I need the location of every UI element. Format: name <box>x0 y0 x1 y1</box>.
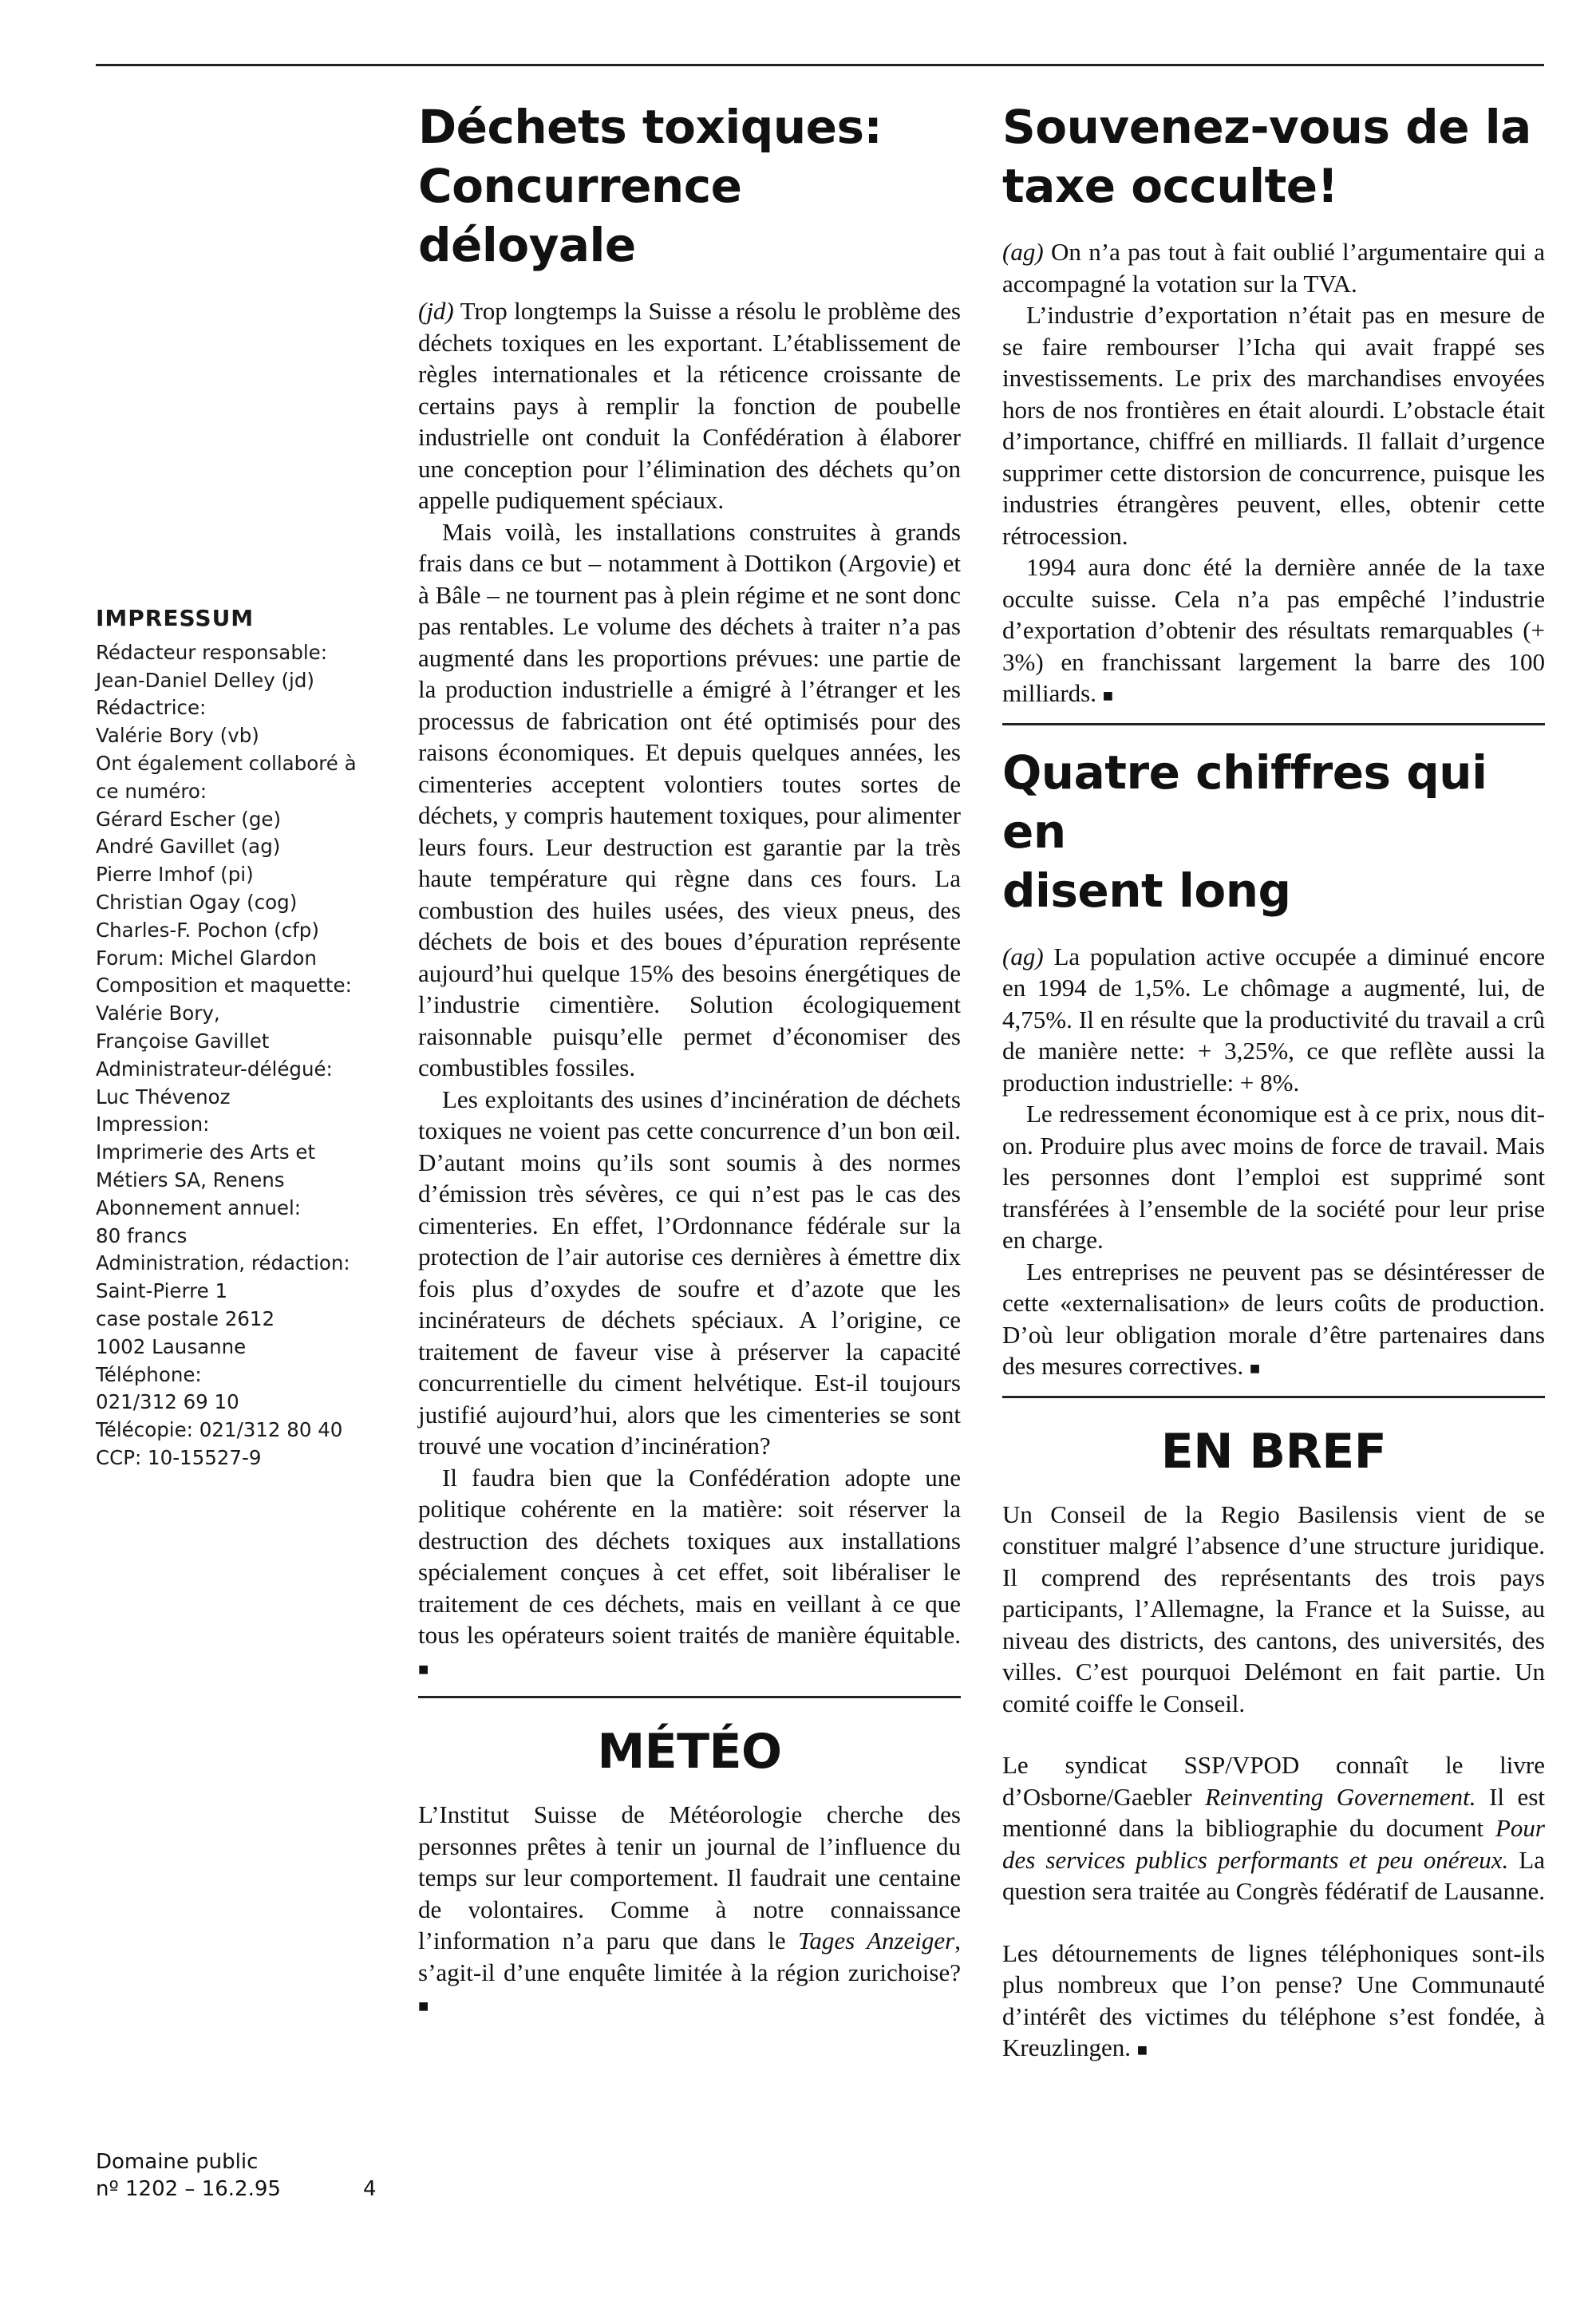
article-en-bref <box>1002 1422 1545 2066</box>
impressum-line: Rédactrice: <box>96 696 207 720</box>
end-mark: ■ <box>418 1996 429 2016</box>
article-title: MÉTÉO <box>597 1724 782 1780</box>
impressum-line: ce numéro: <box>96 779 207 803</box>
title-line: Concurrence déloyale <box>418 159 742 272</box>
impressum-line: Métiers SA, Renens <box>96 1168 285 1191</box>
paragraph <box>418 295 961 516</box>
article-quatre-chiffres <box>1002 743 1545 1385</box>
impressum-line: Christian Ogay (cog) <box>96 890 298 914</box>
impressum-line: Impression: <box>96 1112 210 1136</box>
impressum-line: Françoise Gavillet <box>96 1029 270 1053</box>
impressum-line: Saint-Pierre 1 <box>96 1279 228 1303</box>
title-line: Déchets toxiques: <box>418 100 883 154</box>
impressum-line: Imprimerie des Arts et <box>96 1140 316 1164</box>
end-mark: ■ <box>418 1658 429 1679</box>
author-signature: (ag) <box>1002 942 1044 970</box>
title-line: taxe occulte! <box>1002 159 1338 213</box>
impressum-line: Luc Thévenoz <box>96 1085 231 1109</box>
issue-info: nº 1202 – 16.2.95 <box>96 2177 281 2201</box>
article-title <box>1002 743 1545 920</box>
article-taxe-occulte <box>1002 97 1545 712</box>
column-middle <box>418 80 961 2022</box>
article-dechets-toxiques <box>418 97 961 1685</box>
section-divider <box>1002 1396 1545 1398</box>
impressum-line: 80 francs <box>96 1223 188 1247</box>
section-divider <box>418 1696 961 1698</box>
impressum-line: 021/312 69 10 <box>96 1390 239 1414</box>
author-signature: (ag) <box>1002 238 1044 266</box>
article-title <box>1002 97 1545 215</box>
paragraph <box>1002 236 1545 299</box>
paragraph-text: Il faudra bien que la Confédération adopte une politique cohérente en la matière: soit réserver la destruction des déchets toxiques aux installations spécialement conçues à cet effet, soit libéraliser le traitement de ces déchets, mais en veillant à ce que tous les opérateurs soient traités de manière équitable. <box>418 1463 961 1649</box>
author-signature: (jd) <box>418 297 454 325</box>
paragraph: Les exploitants des usines d’incinération de déchets toxiques ne voient pas cette concurrence d’un bon œil. D’autant moins qu’ils sont soumis à des normes d’émission très sévères, ce qui n’est pas le cas des cimenteries. En effet, l’Ordonnance fédérale sur la protection de l’air autorise ces dernières à émettre dix fois plus d’oxydes de soufre et d’azote que les incinérateurs de déchets spéciaux. A l’origine, ce traitement de faveur vise à préserver la capacité concurrentielle du ciment helvétique. Est-il toujours justifié aujourd’hui, alors que les cimenteries se sont trouvé une vocation d’incinération? <box>418 1085 961 1460</box>
paragraph-text: , s’agit-il d’une enquête limitée à la région zurichoise? <box>418 1927 961 1986</box>
paragraph: Mais voilà, les installations construites à grands frais dans ce but – notamment à Dottikon (Argovie) et à Bâle – ne tournent pas à plein régime et ne sont donc pas rentables. Le volume des déchets à traiter n’a pas augmenté dans les proportions prévues: une partie de la production industrielle a émigré à l’étranger et les processus de fabrication ont été optimisés pour des raisons économiques. Et depuis quelques années, les cimenteries acceptent volontiers toutes sortes de déchets, y compris hautement toxiques, pour alimenter leurs fours. Leur destruction est garantie par la très haute température qui règne dans ces fours. La combustion des huiles usées, des vieux pneus, des déchets de bois et des boues d’épuration représente aujourd’hui quelque 15% des besoins énergétiques de l’industrie cimentière. Solution écologiquement raisonnable puisqu’elle permet d’économiser des combustibles fossiles. <box>418 517 961 1081</box>
impressum-line: Administration, rédaction: <box>96 1251 350 1275</box>
impressum-line: André Gavillet (ag) <box>96 835 281 859</box>
paragraph <box>1002 941 1545 1099</box>
impressum-line: Pierre Imhof (pi) <box>96 863 254 887</box>
brief-item: Un Conseil de la Regio Basilensis vient de se constituer malgré l’absence d’une structure juridique. Il comprend des représentants des trois pays participants, l’Allemagne, la France et la Suisse, au niveau des districts, des cantons, des universités, des villes. C’est pourquoi Delémont en fait partie. Un comité coiffe le Conseil. <box>1002 1500 1545 1717</box>
impressum-line: Jean-Daniel Delley (jd) <box>96 668 314 692</box>
paragraph-text: L’Institut Suisse de Météorologie cherche des personnes prêtes à tenir un journal de l’influence du temps sur leur comportement. Il faudrait une centaine de volontaires. Comme à notre connaissance l’information n’a paru que dans le <box>418 1800 961 1954</box>
document-title: Pour des services publics performants et peu onéreux. <box>1002 1814 1545 1874</box>
impressum-line: Gérard Escher (ge) <box>96 807 282 831</box>
paragraph-text: La question sera traitée au Congrès fédératif de Lausanne. <box>1002 1845 1545 1905</box>
paragraph-text: Trop longtemps la Suisse a résolu le problème des déchets toxiques en les exportant. L’établissement de règles internationales et la réticence croissante de certains pays à remplir la fonction de poubelle industrielle ont conduit la Confédération à élaborer une conception pour l’élimination des déchets qu’on appelle pudiquement spéciaux. <box>418 297 961 514</box>
impressum <box>96 605 383 1472</box>
publication-name: Domaine public <box>96 2150 259 2174</box>
impressum-line: CCP: 10-15527-9 <box>96 1445 262 1469</box>
paragraph-text: Il est mentionné dans la bibliographie du document <box>1002 1782 1545 1842</box>
page-number: 4 <box>363 2177 377 2201</box>
page-footer <box>96 2148 383 2203</box>
end-mark: ■ <box>1249 1358 1261 1378</box>
impressum-line: Ont également collaboré à <box>96 751 357 775</box>
article-title: EN BREF <box>1160 1423 1387 1480</box>
paragraph: L’industrie d’exportation n’était pas en mesure de se faire rembourser l’Icha qui avait frappé ses investissements. Le prix des marchandises envoyées hors de nos frontières en était alourdi. L’obstacle était d’importance, chiffré en milliards. Il fallait d’urgence supprimer cette distorsion de concurrence, puisque les industries étrangères peuvent, elles, obtenir cette rétrocession. <box>1002 301 1545 550</box>
impressum-line: Rédacteur responsable: <box>96 640 328 664</box>
article-title <box>418 97 961 275</box>
brief-item <box>1002 1938 1545 2066</box>
article-meteo <box>418 1722 961 2022</box>
paragraph <box>1002 551 1545 712</box>
book-title: Reinventing Governement. <box>1205 1782 1476 1811</box>
title-line: disent long <box>1002 863 1291 918</box>
title-line: Souvenez-vous de la <box>1002 100 1531 154</box>
impressum-line: Administrateur-délégué: <box>96 1057 333 1081</box>
end-mark: ■ <box>1136 2040 1148 2060</box>
paragraph <box>418 1799 961 2022</box>
paragraph-text: Les entreprises ne peuvent pas se désintéresser de cette «externalisation» de leurs coûts de production. D’où leur obligation morale d’être partenaires dans des mesures correctives. <box>1002 1257 1545 1380</box>
paragraph <box>1002 1256 1545 1385</box>
impressum-line: 1002 Lausanne <box>96 1334 247 1358</box>
impressum-line: Valérie Bory, <box>96 1002 220 1026</box>
paragraph-text: Les détournements de lignes téléphoniques sont-ils plus nombreux que l’on pense? Une Communauté d’intérêt des victimes du téléphone s’est fondée, à Kreuzlingen. <box>1002 1938 1545 2061</box>
title-line: Quatre chiffres qui en <box>1002 745 1487 859</box>
brief-item <box>1002 1749 1545 1907</box>
section-divider <box>1002 723 1545 725</box>
impressum-lines <box>96 639 383 1472</box>
impressum-line: Charles-F. Pochon (cfp) <box>96 918 319 942</box>
impressum-heading: IMPRESSUM <box>96 605 255 631</box>
impressum-line: case postale 2612 <box>96 1306 275 1330</box>
impressum-line: Téléphone: <box>96 1362 202 1386</box>
paragraph-text: On n’a pas tout à fait oublié l’argumentaire qui a accompagné la votation sur la TVA. <box>1002 238 1545 298</box>
column-right <box>1002 80 1545 2096</box>
end-mark: ■ <box>1102 686 1114 705</box>
top-rule <box>96 64 1544 66</box>
paragraph: Le redressement économique est à ce prix, nous dit-on. Produire plus avec moins de force de travail. Mais les personnes dont l’emploi est supprimé sont transférées à l’ensemble de la société pour leur prise en charge. <box>1002 1100 1545 1254</box>
impressum-line: Télécopie: 021/312 80 40 <box>96 1418 343 1442</box>
newspaper-name: Tages Anzeiger <box>798 1927 955 1954</box>
paragraph-text: Le syndicat SSP/VPOD connaît le livre d’Osborne/Gaebler <box>1002 1751 1545 1811</box>
impressum-line: Composition et maquette: <box>96 974 352 998</box>
impressum-line: Forum: Michel Glardon <box>96 946 317 970</box>
impressum-line: Abonnement annuel: <box>96 1195 302 1219</box>
paragraph-text: La population active occupée a diminué encore en 1994 de 1,5%. Le chômage a augmenté, lui, de 4,75%. Il en résulte que la productivité du travail a crû de manière nette: + 3,25%, ce que reflète aussi la production industrielle: + 8%. <box>1002 942 1545 1097</box>
paragraph <box>418 1462 961 1685</box>
paragraph-text: 1994 aura donc été la dernière année de la taxe occulte suisse. Cela n’a pas empêché l’industrie d’exportation d’obtenir des résultats remarquables (+ 3%) en franchissant largement la barre des 100 milliards. <box>1002 553 1545 707</box>
impressum-line: Valérie Bory (vb) <box>96 724 259 748</box>
